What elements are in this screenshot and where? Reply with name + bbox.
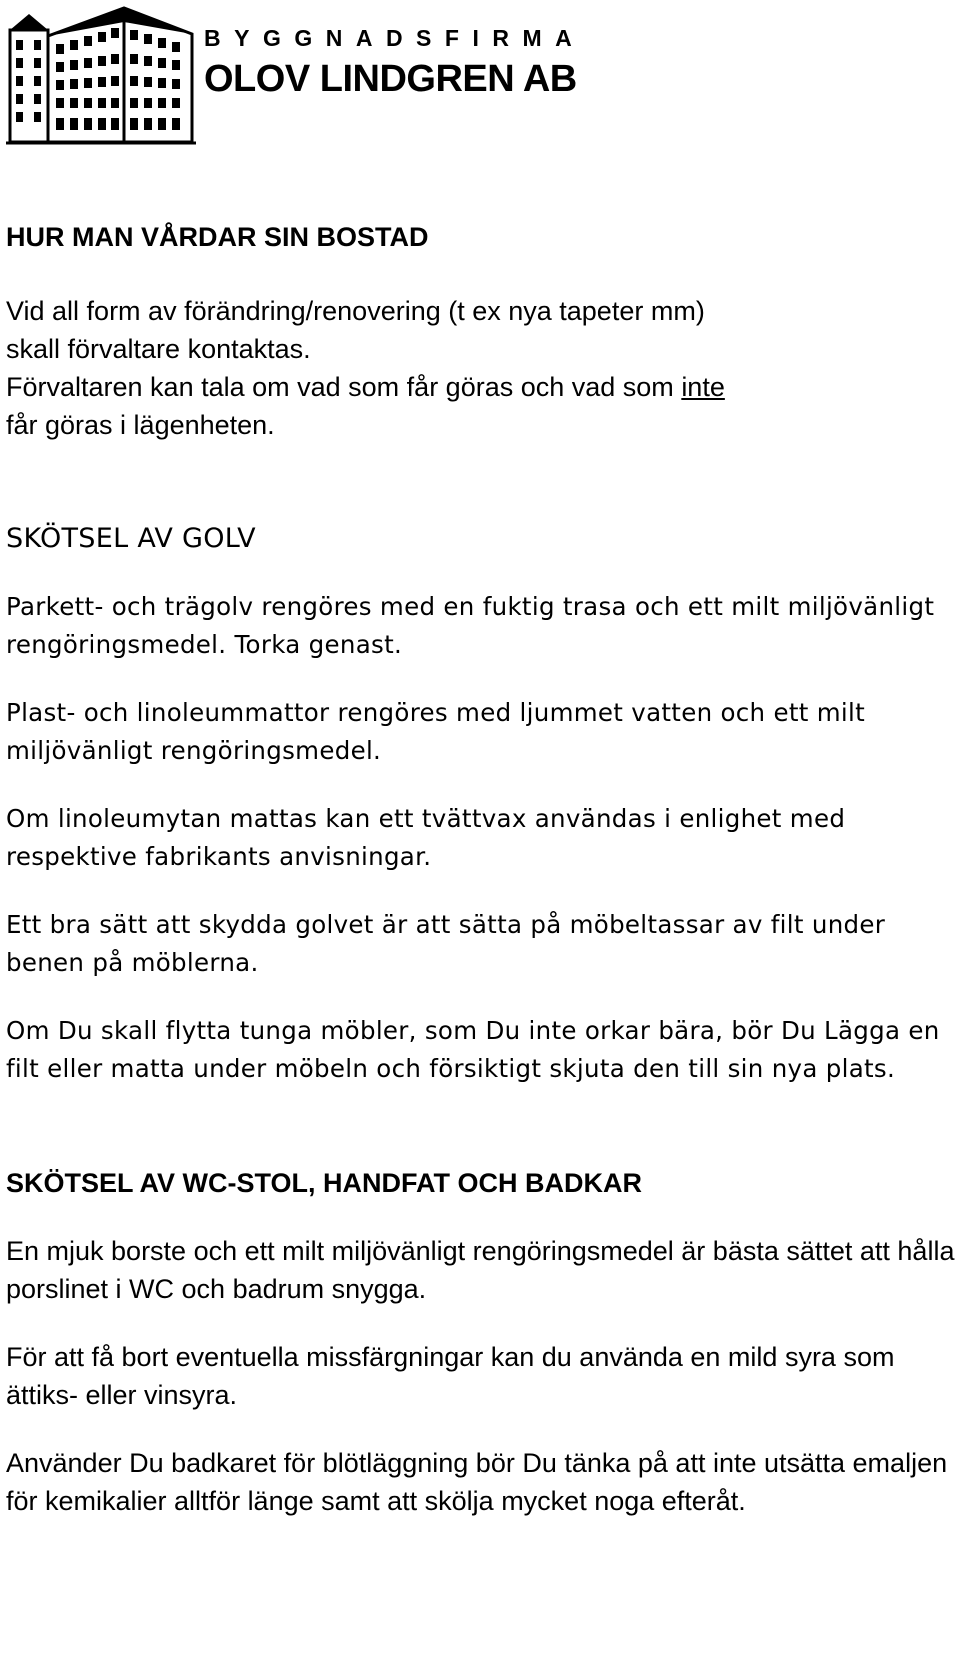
floor-paragraph: Om Du skall flytta tunga möbler, som Du inte orkar bära, bör Du Lägga en filt eller matta under möbeln och försiktigt skjuta den till sin nya plats.	[6, 1016, 940, 1083]
intro-line-3	[6, 368, 956, 406]
bath-paragraph: En mjuk borste och ett milt miljövänligt rengöringsmedel är bästa sättet att hålla porslinet i WC och badrum snygga.	[6, 1236, 955, 1304]
company-name: OLOV LINDGREN AB	[204, 58, 577, 100]
floor-paragraph: Plast- och linoleummattor rengöres med ljummet vatten och ett milt miljövänligt rengöringsmedel.	[6, 698, 866, 765]
company-brand	[204, 24, 654, 102]
section-heading-bath: SKÖTSEL AV WC-STOL, HANDFAT OCH BADKAR	[6, 1168, 642, 1198]
section-heading-floor: SKÖTSEL AV GOLV	[6, 523, 256, 554]
intro-line-3-text: Förvaltaren kan tala om vad som får göras och vad som	[6, 372, 682, 402]
document-title: HUR MAN VÅRDAR SIN BOSTAD	[6, 222, 429, 252]
building-icon	[6, 0, 196, 148]
company-tagline: BYGGNADSFIRMA	[204, 25, 586, 51]
intro-line-1: Vid all form av förändring/renovering (t ex nya tapeter mm)	[6, 296, 705, 326]
bath-paragraph: För att få bort eventuella missfärgningar kan du använda en mild syra som ättiks- eller vinsyra.	[6, 1342, 895, 1410]
bath-paragraph: Använder Du badkaret för blötläggning bör Du tänka på att inte utsätta emaljen för kemikalier alltför länge samt att skölja mycket noga efteråt.	[6, 1448, 948, 1516]
floor-paragraph: Parkett- och trägolv rengöres med en fuktig trasa och ett milt miljövänligt rengöringsmedel. Torka genast.	[6, 592, 935, 659]
intro-underlined-word: inte	[681, 372, 725, 402]
floor-paragraph: Om linoleumytan mattas kan ett tvättvax användas i enlighet med respektive fabrikants anvisningar.	[6, 804, 846, 871]
document-body	[6, 218, 956, 1520]
intro-line-2: skall förvaltare kontaktas.	[6, 334, 311, 364]
intro-line-4: får göras i lägenheten.	[6, 410, 275, 440]
floor-paragraph: Ett bra sätt att skydda golvet är att sätta på möbeltassar av filt under benen på möblerna.	[6, 910, 886, 977]
